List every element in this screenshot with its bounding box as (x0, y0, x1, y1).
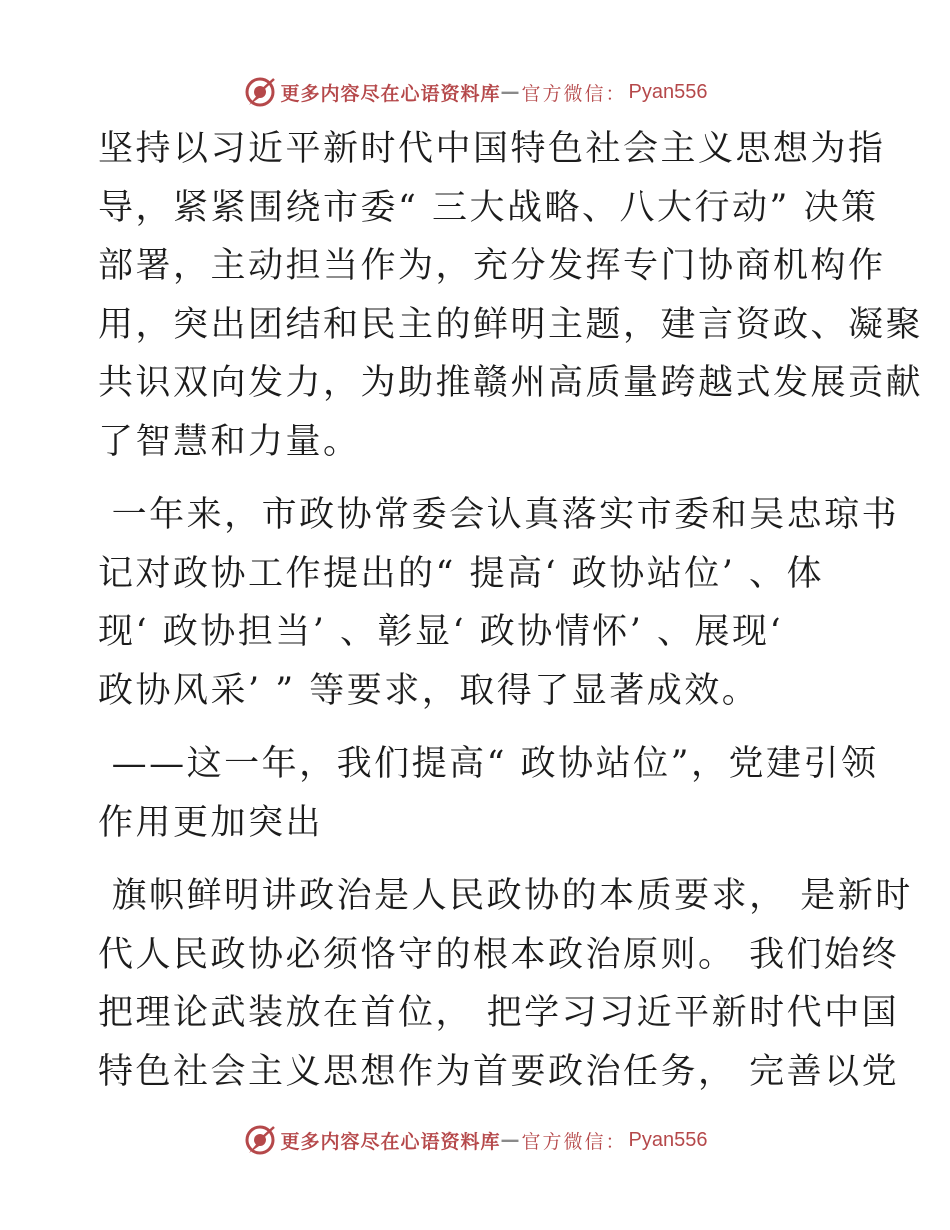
text-line: 把理论武装放在首位， 把学习习近平新时代中国 (98, 993, 900, 1033)
banner-official-label: 官方微信： (521, 1130, 627, 1153)
text-line: 代人民政协必须恪守的根本政治原则。 我们始终 (98, 934, 900, 975)
pen-logo-icon (243, 1123, 277, 1157)
text-line: 特色社会主义思想作为首要政治任务， 完善以党 (98, 1051, 900, 1092)
text-line: 记对政协工作提出的“ 提高‘ 政协站位’ 、体 (98, 553, 825, 594)
text-line: 导，紧紧围绕市委“ 三大战略、八大行动” 决策 (98, 187, 879, 228)
paragraph (98, 867, 913, 1101)
paragraph (98, 735, 879, 852)
text-line: 现‘ 政协担当’ 、彰显‘ 政协情怀’ 、展现‘ (98, 612, 784, 652)
banner-main-text: 更多内容尽在心语资料库 (280, 1130, 501, 1153)
banner-dash: — (500, 1129, 520, 1151)
text-line: 用，突出团结和民主的鲜明主题，建言资政、凝聚 (98, 304, 924, 345)
text-line: 共识双向发力，为助推赣州高质量跨越式发展贡献 (98, 363, 924, 403)
paragraph (98, 486, 900, 720)
text-line: ——这一年，我们提高“ 政协站位”，党建引领 (98, 744, 879, 784)
document-body (98, 120, 924, 1101)
banner-official-label: 官方微信： (521, 82, 627, 105)
text-line: 旗帜鲜明讲政治是人民政协的本质要求， 是新时 (98, 876, 913, 916)
text-line: 一年来，市政协常委会认真落实市委和吴忠琼书 (98, 495, 900, 535)
footer-banner (0, 1120, 950, 1160)
text-line: 坚持以习近平新时代中国特色社会主义思想为指 (98, 129, 886, 169)
banner-main-text: 更多内容尽在心语资料库 (280, 82, 501, 105)
pen-logo-icon (243, 75, 277, 109)
header-banner (0, 72, 950, 112)
text-line: 政协风采’ ” 等要求，取得了显著成效。 (98, 670, 760, 711)
text-line: 了智慧和力量。 (98, 421, 361, 462)
banner-wechat-id: Pyan556 (628, 80, 708, 103)
text-line: 部署，主动担当作为，充分发挥专门协商机构作 (98, 246, 886, 286)
banner-wechat-id: Pyan556 (628, 1128, 708, 1151)
banner-dash: — (500, 81, 520, 103)
text-line: 作用更加突出 (98, 802, 324, 843)
paragraph (98, 120, 924, 471)
